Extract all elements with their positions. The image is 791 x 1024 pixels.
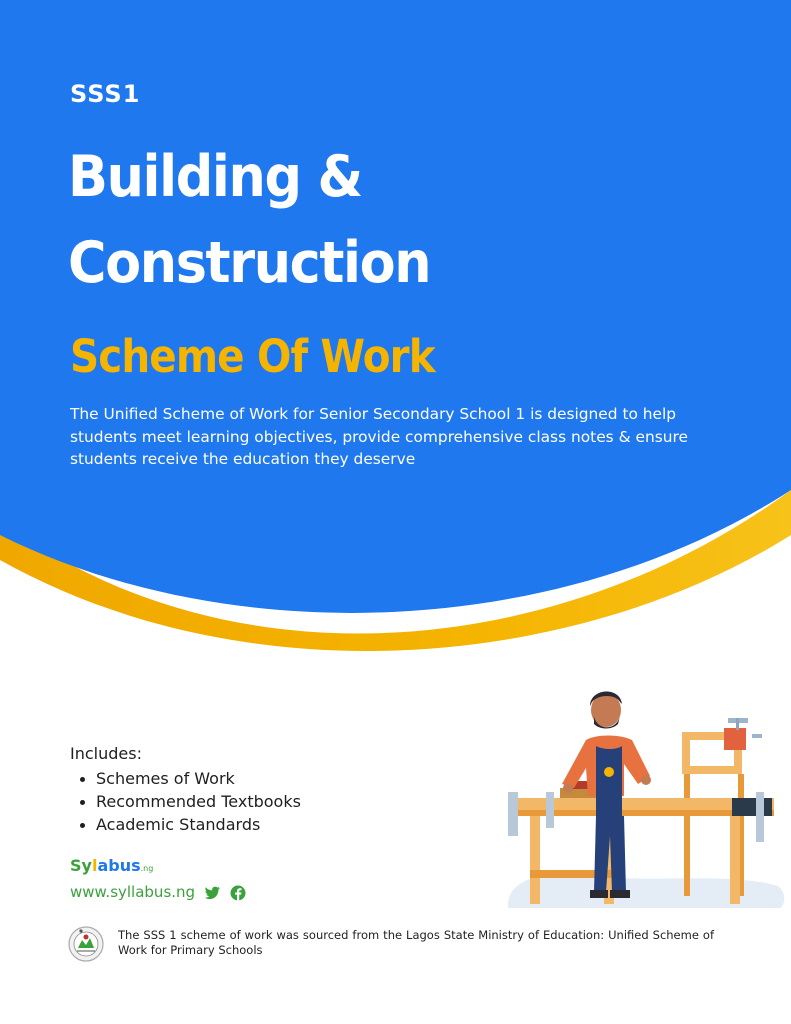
- list-item: Academic Standards: [70, 813, 301, 836]
- includes-section: [70, 744, 301, 836]
- source-note: The SSS 1 scheme of work was sourced from the Lagos State Ministry of Education: Unified Scheme of Work for Primary Schools: [118, 928, 714, 957]
- bullet-icon: [80, 800, 85, 805]
- title-line-2: Construction: [68, 230, 431, 296]
- website-link[interactable]: www.syllabus.ng: [70, 883, 196, 901]
- social-links: [205, 885, 249, 905]
- bullet-icon: [80, 823, 85, 828]
- title-line-1: Building &: [68, 144, 362, 210]
- intro-paragraph: The Unified Scheme of Work for Senior Secondary School 1 is designed to help students meet learning objectives, provide comprehensive class notes & ensure students receive the education they deserve: [70, 405, 688, 468]
- syllabus-logo[interactable]: Sylabus.ng: [70, 856, 154, 875]
- list-item: Schemes of Work: [70, 767, 301, 790]
- page-title: [68, 134, 430, 306]
- facebook-icon[interactable]: [231, 886, 246, 901]
- lagos-state-seal-icon: [68, 926, 104, 962]
- grade-label: SSS1: [70, 80, 141, 108]
- carpenter-illustration: [500, 680, 790, 910]
- twitter-icon[interactable]: [205, 887, 220, 900]
- includes-heading: Includes:: [70, 744, 142, 763]
- includes-list: [70, 767, 301, 836]
- list-item: Recommended Textbooks: [70, 790, 301, 813]
- page-subtitle: Scheme Of Work: [70, 330, 435, 383]
- bullet-icon: [80, 777, 85, 782]
